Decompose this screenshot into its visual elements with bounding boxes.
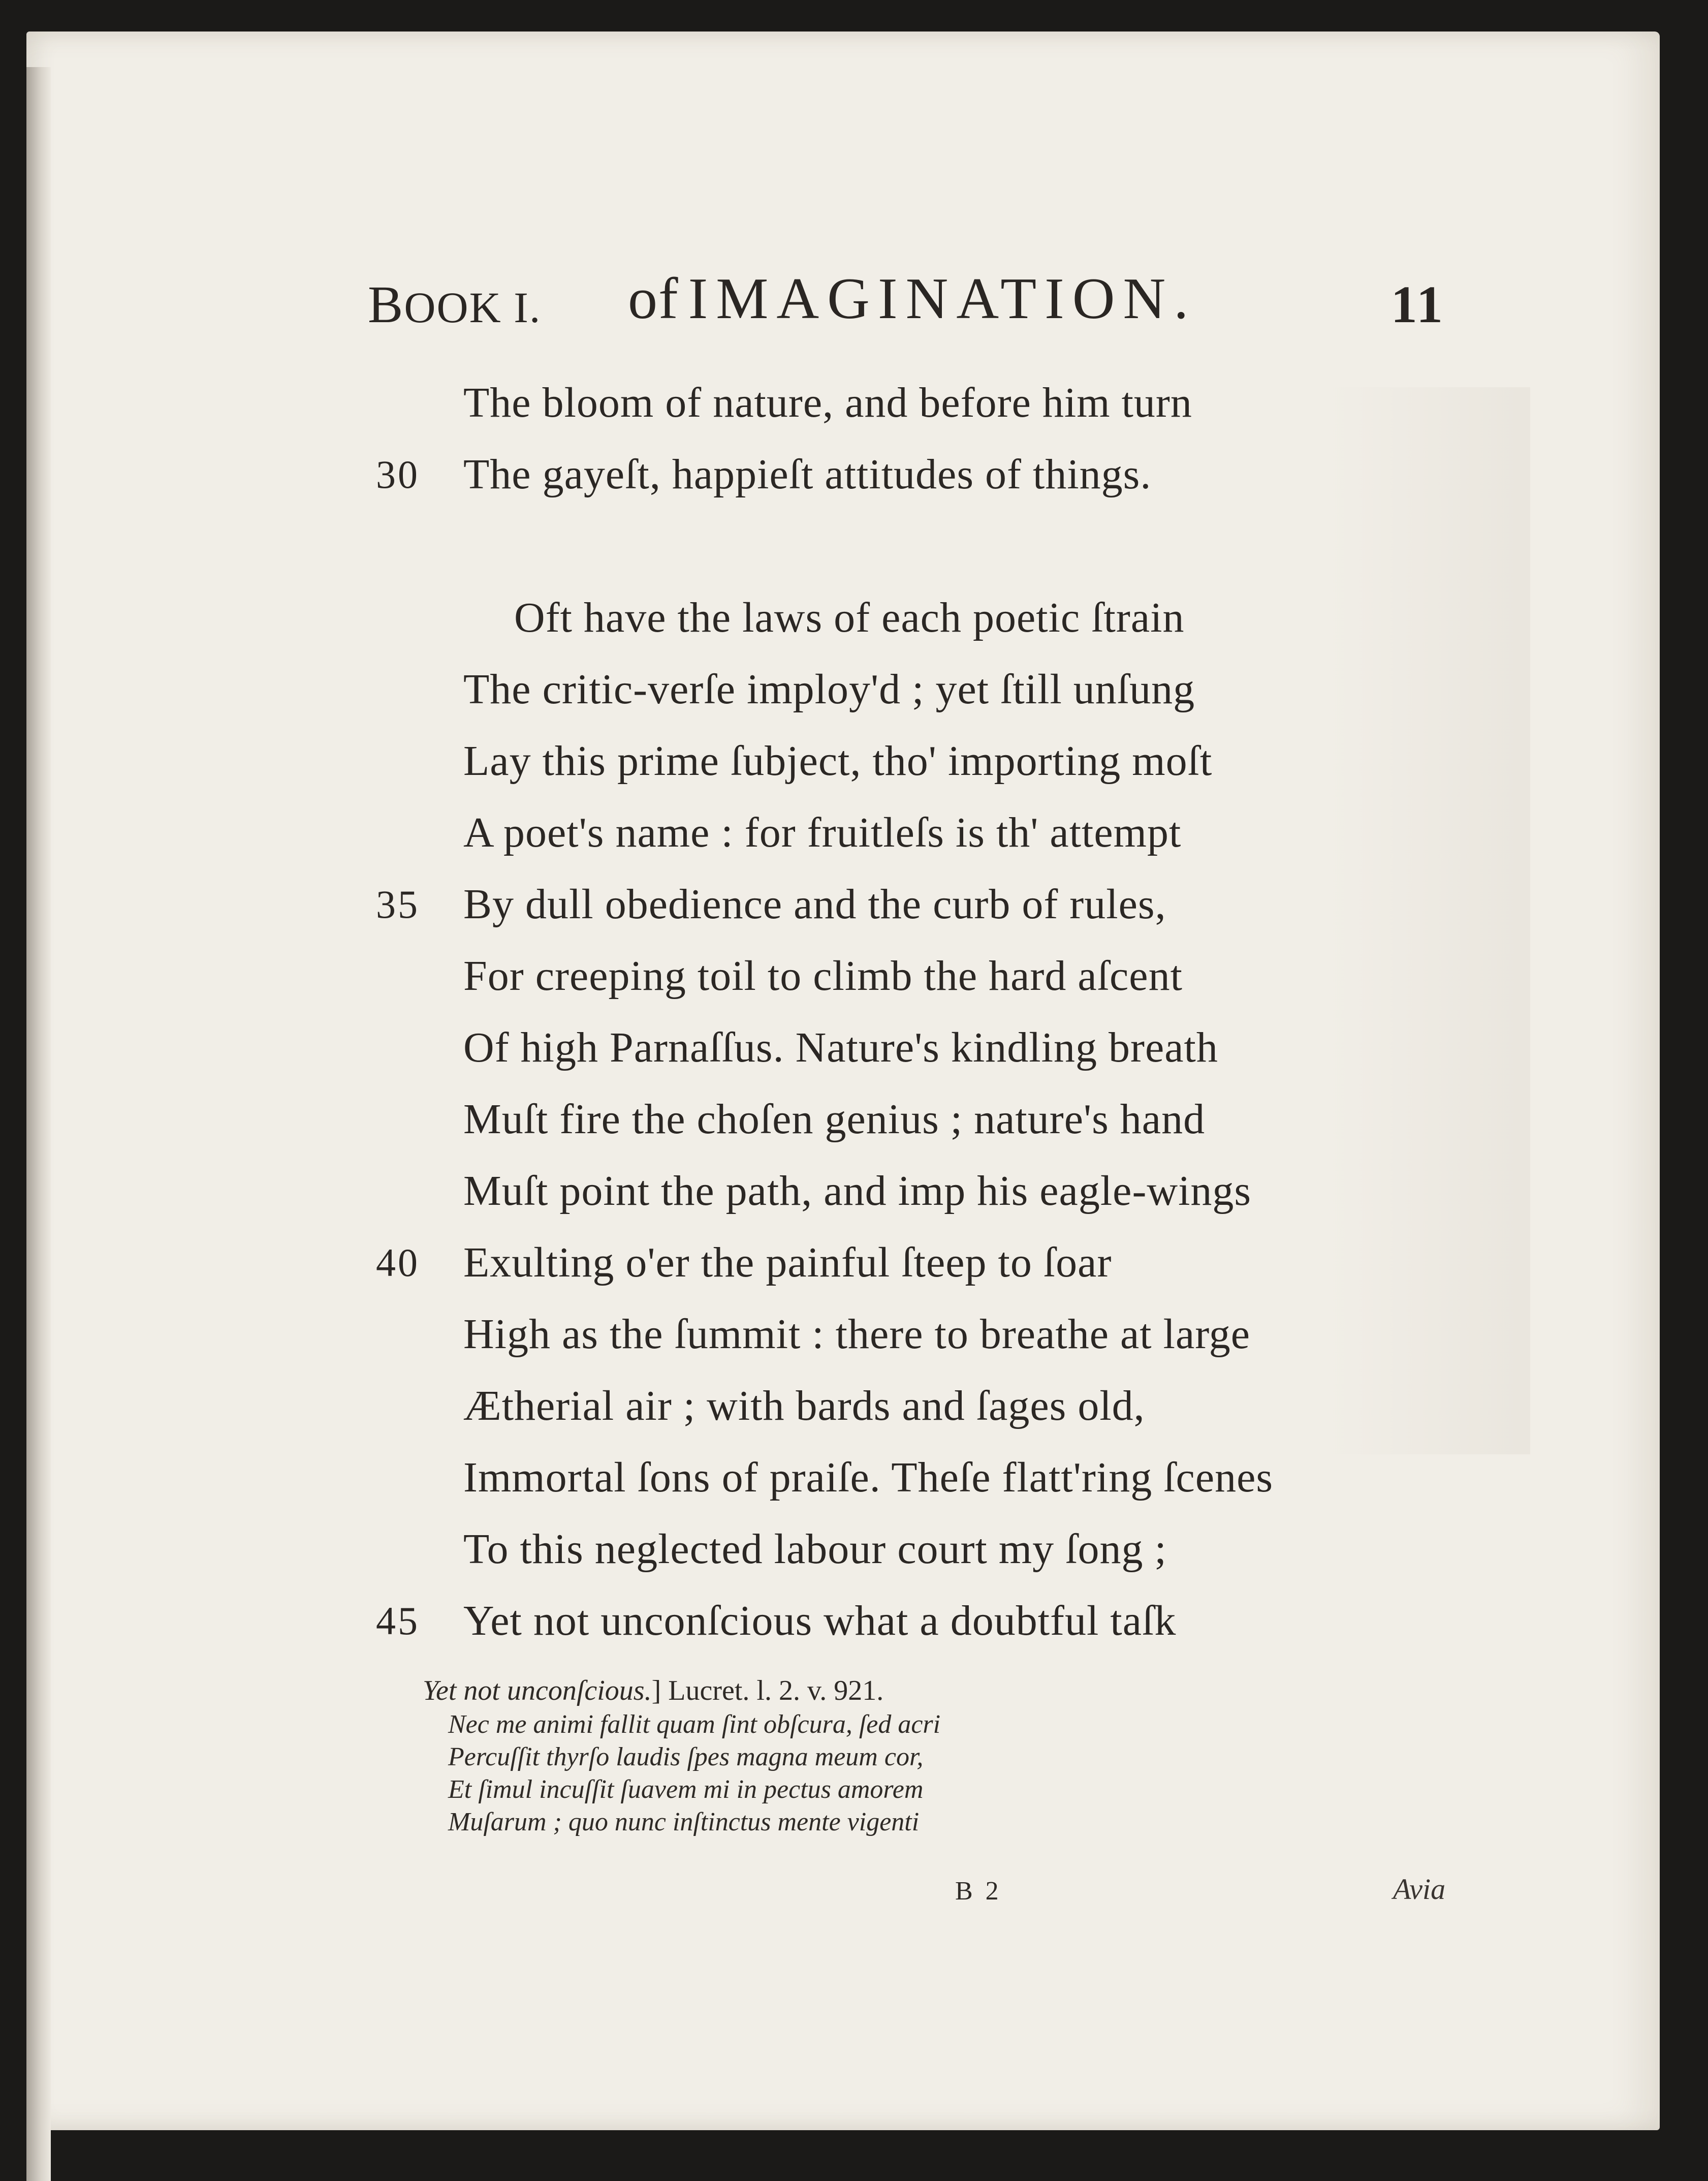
verse-text: Immortal ſons of praiſe. Theſe flatt'ring ſcenes: [463, 1454, 1274, 1501]
footnote-line: Percuſſit thyrſo laudis ſpes magna meum cor,: [448, 1742, 924, 1771]
verse-text: By dull obedience and the curb of rules,: [463, 881, 1166, 928]
line-number: 30: [376, 452, 420, 496]
verse-text: A poet's name : for fruitleſs is th' attempt: [463, 809, 1182, 856]
signature-mark: B 2: [955, 1877, 1002, 1906]
verse-line: [377, 797, 1469, 868]
verse-text: Of high Parnaſſus. Nature's kindling breath: [463, 1024, 1218, 1071]
verse-line: [377, 1370, 1469, 1442]
verse-line: [377, 1227, 1469, 1298]
verse-line: [377, 868, 1469, 940]
verse-line: [377, 1155, 1469, 1227]
verse-line: [377, 439, 1469, 510]
line-number: 40: [376, 1240, 420, 1285]
page-gutter: [26, 67, 51, 2181]
verse-text: High as the ſummit : there to breathe at large: [463, 1311, 1250, 1358]
verse-text: Yet not unconſcious what a doubtful taſk: [463, 1597, 1177, 1644]
verse-text: Oft have the laws of each poetic ſtrain: [514, 594, 1185, 641]
verse-text: Muſt point the path, and imp his eagle-wings: [463, 1167, 1252, 1214]
footnote-line: Nec me animi fallit quam ſint obſcura, ſed acri: [448, 1710, 941, 1739]
footnote-quotation: [423, 1708, 1439, 1839]
book-label-prefix: B: [368, 275, 404, 334]
stanza-break: [377, 510, 1469, 582]
running-title-main: IMAGINATION.: [688, 266, 1197, 331]
verse-line: [377, 1442, 1469, 1513]
footnote-lemma: Yet not unconſcious.: [423, 1675, 652, 1706]
footnote-citation: ] Lucret. l. 2. v. 921.: [651, 1675, 884, 1706]
running-title: [628, 265, 1196, 333]
verse-line: [377, 367, 1469, 439]
line-number: 45: [376, 1599, 420, 1643]
catchword: Avia: [1393, 1873, 1446, 1906]
book-page: [26, 32, 1660, 2130]
verse-text: For creeping toil to climb the hard aſcent: [463, 952, 1183, 1000]
verse-line: [377, 582, 1469, 653]
verse-text: Ætherial air ; with bards and ſages old,: [463, 1382, 1145, 1429]
running-header: [368, 265, 1445, 336]
verse-text: The gayeſt, happieſt attitudes of things.: [463, 451, 1152, 498]
page-number: 11: [1390, 275, 1445, 334]
running-title-of: of: [628, 266, 679, 331]
verse-line: [377, 1083, 1469, 1155]
verse-text: Exulting o'er the painful ſteep to ſoar: [463, 1239, 1112, 1286]
verse-line: [377, 1513, 1469, 1585]
verse-text: Muſt fire the choſen genius ; nature's hand: [463, 1096, 1206, 1143]
footnote-line: Muſarum ; quo nunc inſtinctus mente vigenti: [448, 1808, 920, 1836]
verse-line: [377, 1585, 1469, 1657]
verse-line: [377, 725, 1469, 797]
verse-line: [377, 653, 1469, 725]
footnote-line: Et ſimul incuſſit ſuavem mi in pectus amorem: [448, 1775, 924, 1804]
verse-line: [377, 1012, 1469, 1083]
verse-text: To this neglected labour court my ſong ;: [463, 1525, 1167, 1573]
footnote: [423, 1673, 1439, 1839]
poem-verse: [377, 367, 1469, 1657]
verse-text: Lay this prime ſubject, tho' importing moſt: [463, 737, 1213, 785]
verse-line: [377, 1298, 1469, 1370]
verse-text: The bloom of nature, and before him turn: [463, 379, 1192, 426]
verse-text: The critic-verſe imploy'd ; yet ſtill unſung: [463, 666, 1195, 713]
footnote-reference: [423, 1673, 1439, 1708]
line-number: 35: [376, 882, 420, 926]
book-label-rest: OOK I.: [404, 283, 542, 332]
verse-line: [377, 940, 1469, 1012]
book-label: [368, 274, 541, 335]
